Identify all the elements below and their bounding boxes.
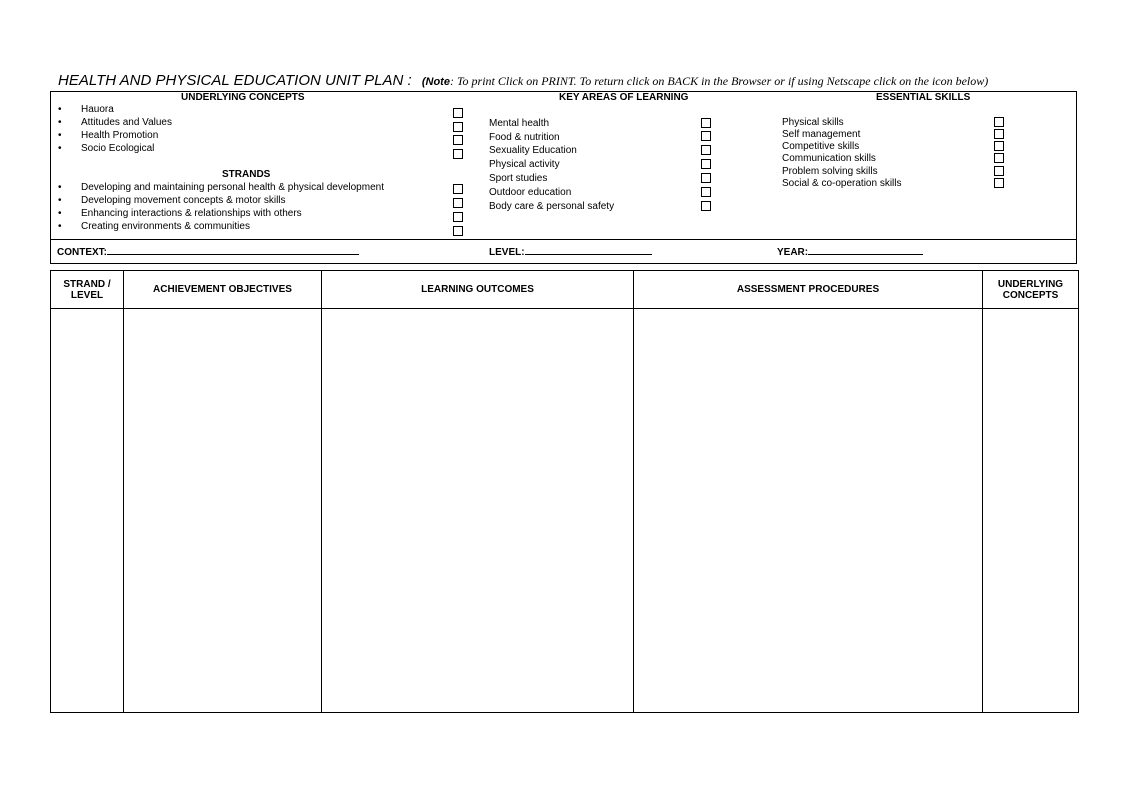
skill-checkbox[interactable] (994, 166, 1004, 176)
skill-checkbox[interactable] (994, 141, 1004, 151)
level-line (525, 246, 652, 255)
key-area-checkbox[interactable] (701, 131, 711, 141)
assessment-procedures-cell[interactable] (634, 309, 983, 713)
key-area-item: Sport studies (489, 173, 548, 184)
key-area-checkbox[interactable] (701, 187, 711, 197)
column-header-achievement-objectives: ACHIEVEMENT OBJECTIVES (124, 271, 322, 309)
key-area-checkbox[interactable] (701, 118, 711, 128)
column-header-underlying-concepts: UNDERLYING CONCEPTS (983, 271, 1079, 309)
skill-checkbox[interactable] (994, 129, 1004, 139)
unit-plan-table (50, 270, 1079, 713)
skill-checkbox[interactable] (994, 117, 1004, 127)
key-area-checkbox[interactable] (701, 201, 711, 211)
column-header-learning-outcomes: LEARNING OUTCOMES (322, 271, 634, 309)
note-text: : To print Click on PRINT. To return click on BACK in the Browser or if using Netscape click on the icon below) (449, 74, 989, 88)
concept-checkbox[interactable] (453, 149, 463, 159)
strand-checkbox[interactable] (453, 226, 463, 236)
strand-item: • Developing and maintaining personal health & physical development (81, 181, 384, 194)
key-area-checkbox[interactable] (701, 145, 711, 155)
key-area-checkbox[interactable] (701, 159, 711, 169)
year-label: YEAR: (777, 247, 809, 258)
concept-item: • Socio Ecological (81, 142, 154, 155)
context-line (107, 246, 359, 255)
year-field[interactable] (777, 246, 923, 258)
strand-checkbox[interactable] (453, 184, 463, 194)
skill-item: Competitive skills (782, 141, 860, 152)
key-area-item: Mental health (489, 118, 550, 129)
page-title (58, 72, 988, 89)
strand-checkbox[interactable] (453, 198, 463, 208)
context-field[interactable] (57, 246, 359, 258)
skill-item: Physical skills (782, 117, 844, 128)
header-divider (51, 239, 1076, 240)
underlying-concepts-header: UNDERLYING CONCEPTS (181, 92, 305, 103)
column-header-strand-level: STRAND / LEVEL (51, 271, 124, 309)
key-area-checkbox[interactable] (701, 173, 711, 183)
achievement-objectives-cell[interactable] (124, 309, 322, 713)
year-line (808, 246, 923, 255)
unit-plan-header-box (50, 91, 1077, 264)
skill-item: Problem solving skills (782, 166, 878, 177)
learning-outcomes-cell[interactable] (322, 309, 634, 713)
strand-checkbox[interactable] (453, 212, 463, 222)
skill-item: Communication skills (782, 153, 876, 164)
key-area-item: Body care & personal safety (489, 201, 615, 212)
concept-item: • Hauora (81, 103, 114, 116)
level-label: LEVEL: (489, 247, 525, 258)
concept-checkbox[interactable] (453, 135, 463, 145)
key-area-item: Food & nutrition (489, 132, 560, 143)
skill-item: Self management (782, 129, 861, 140)
essential-skills-header: ESSENTIAL SKILLS (876, 92, 971, 103)
skill-checkbox[interactable] (994, 178, 1004, 188)
strands-header: STRANDS (222, 169, 271, 180)
title-text: HEALTH AND PHYSICAL EDUCATION UNIT PLAN : (58, 72, 412, 89)
key-area-item: Physical activity (489, 159, 560, 170)
concept-item: • Attitudes and Values (81, 116, 172, 129)
key-area-item: Outdoor education (489, 187, 572, 198)
key-area-item: Sexuality Education (489, 145, 577, 156)
level-field[interactable] (489, 246, 652, 258)
concept-checkbox[interactable] (453, 108, 463, 118)
strand-item: • Developing movement concepts & motor skills (81, 194, 286, 207)
key-areas-header: KEY AREAS OF LEARNING (559, 92, 689, 103)
skill-item: Social & co-operation skills (782, 178, 902, 189)
strand-level-cell[interactable] (51, 309, 124, 713)
concept-item: • Health Promotion (81, 129, 158, 142)
skill-checkbox[interactable] (994, 153, 1004, 163)
concept-checkbox[interactable] (453, 122, 463, 132)
context-label: CONTEXT: (57, 247, 107, 258)
strand-item: • Creating environments & communities (81, 220, 250, 233)
underlying-concepts-cell[interactable] (983, 309, 1079, 713)
print-note (422, 74, 988, 88)
column-header-assessment-procedures: ASSESSMENT PROCEDURES (634, 271, 983, 309)
note-label: (Note (421, 76, 450, 88)
strand-item: • Enhancing interactions & relationships with others (81, 207, 302, 220)
